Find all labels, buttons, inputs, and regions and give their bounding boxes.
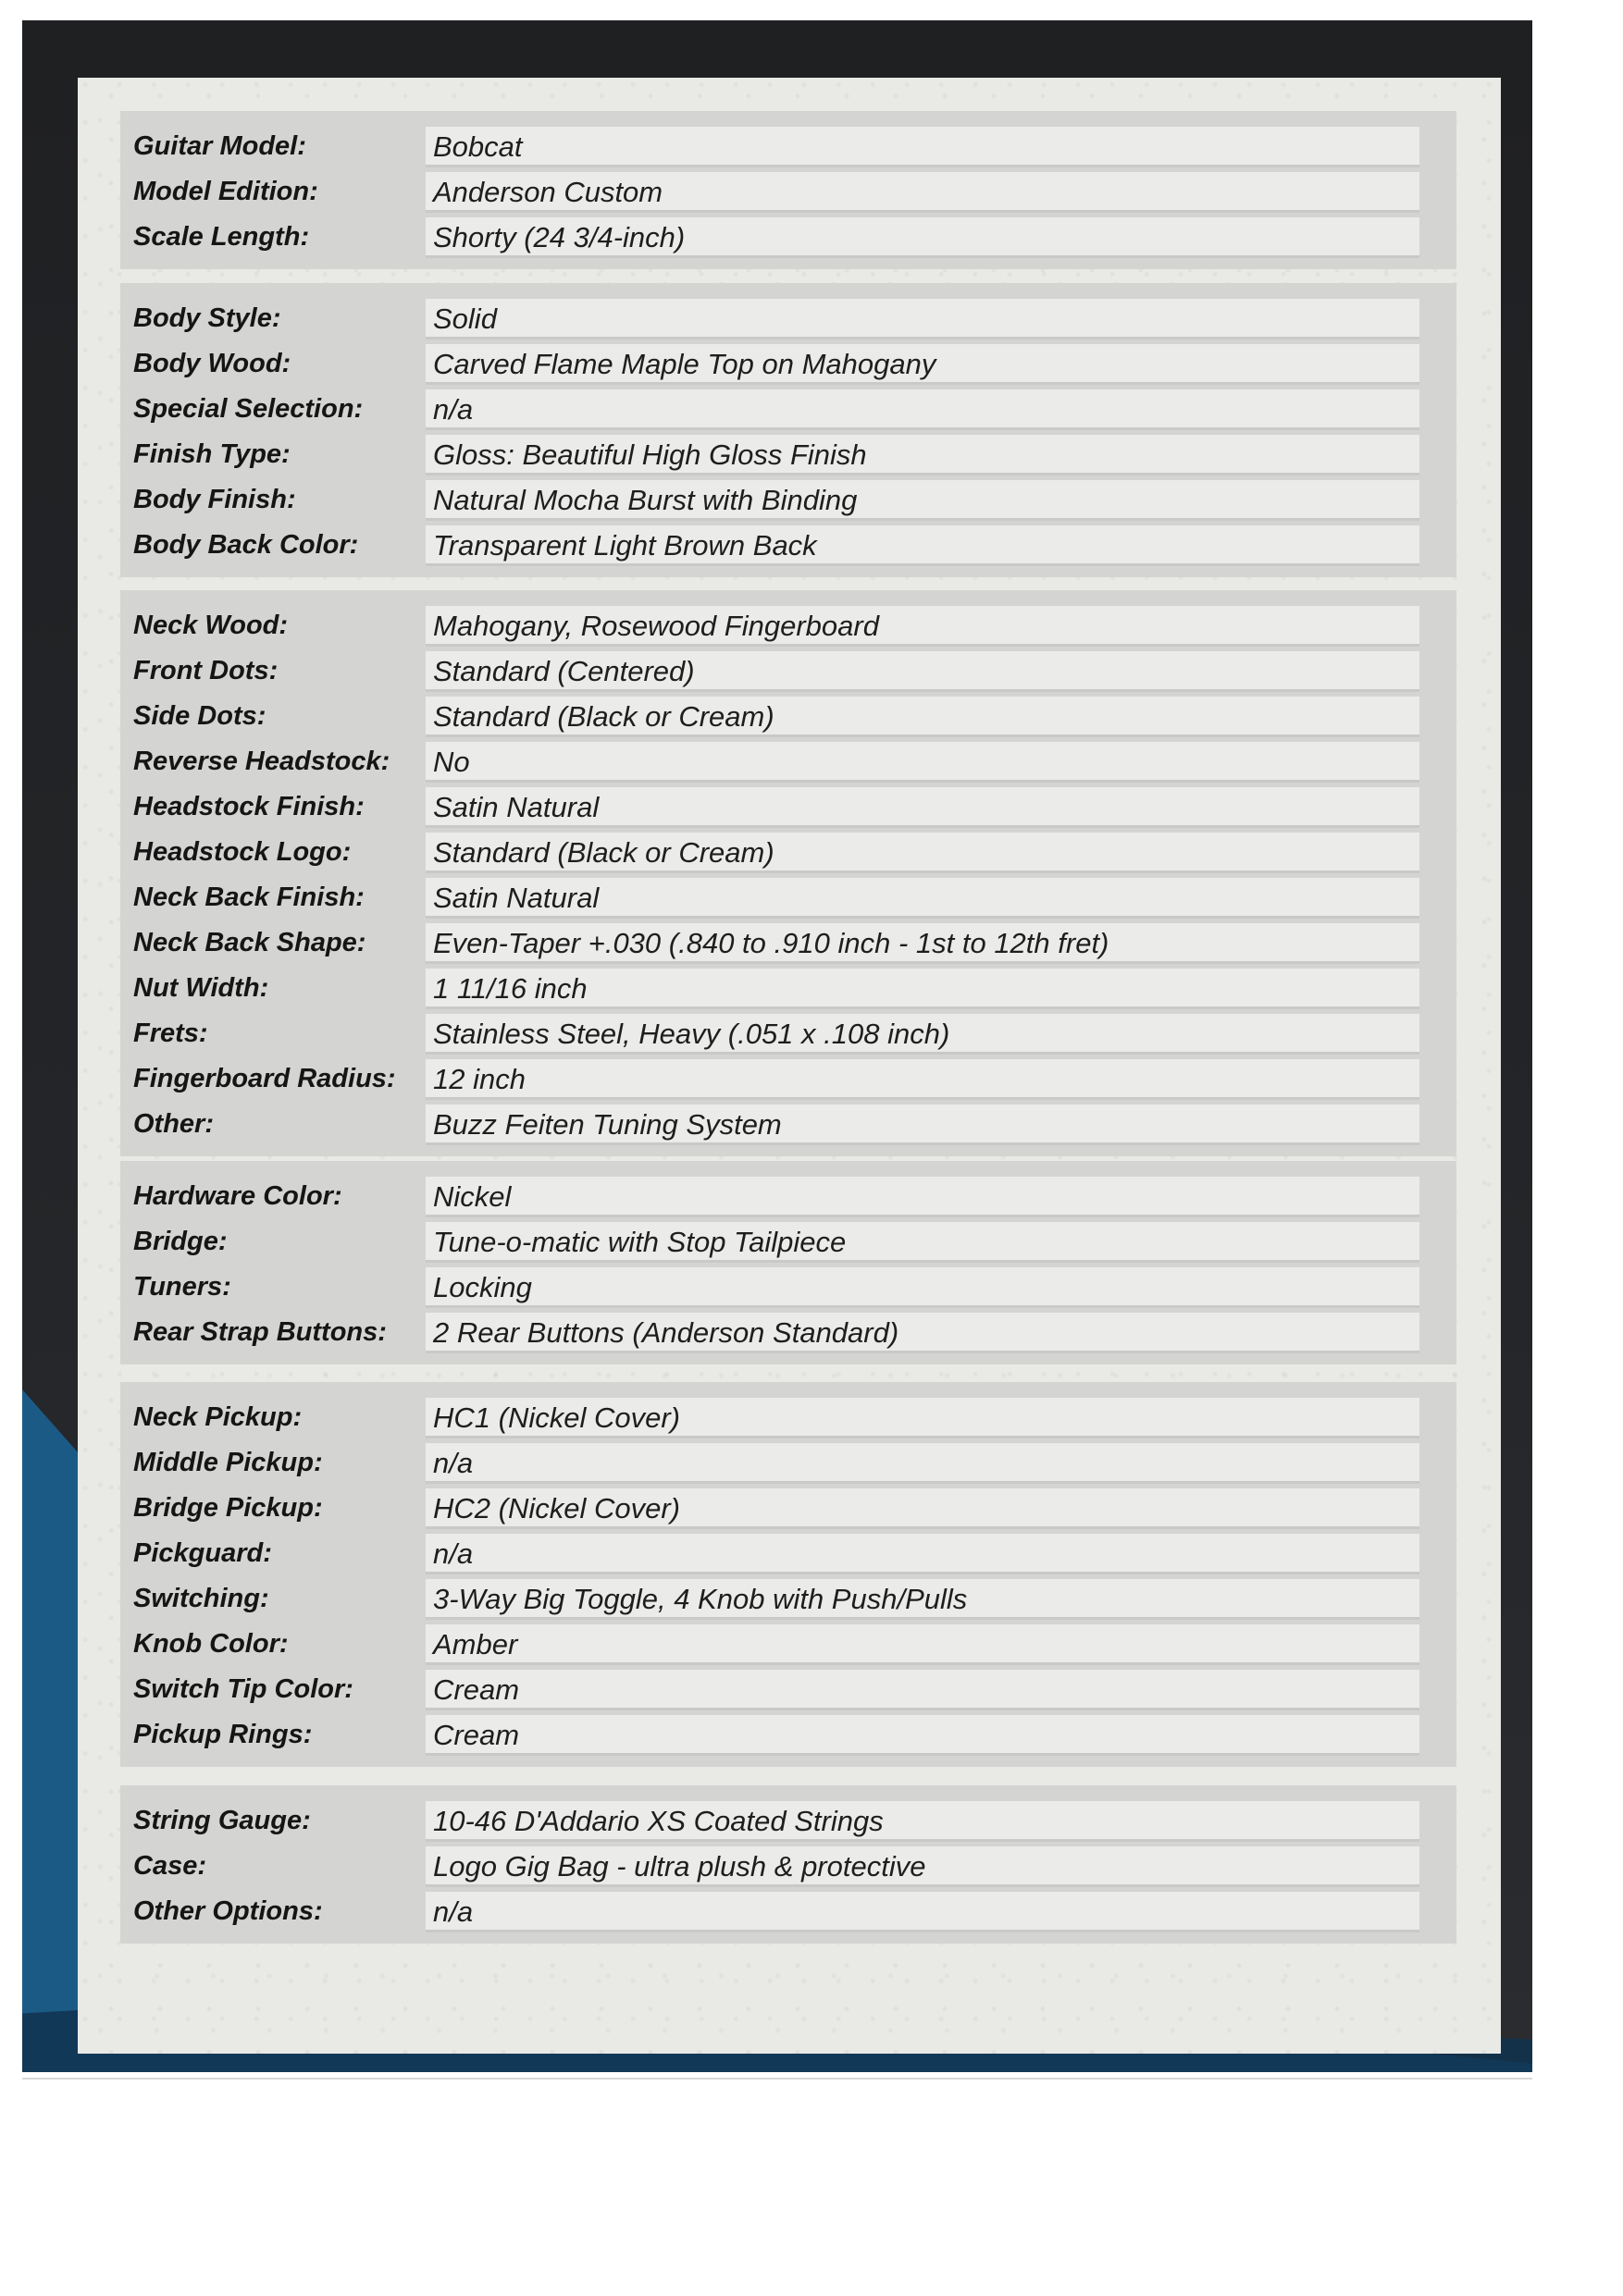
spec-value: Cream	[426, 1670, 1419, 1710]
spec-value: Even-Taper +.030 (.840 to .910 inch - 1st to 12th fret)	[426, 923, 1419, 964]
spec-label: Body Finish:	[133, 485, 296, 514]
spec-value: Bobcat	[426, 127, 1419, 167]
spec-value: n/a	[426, 1534, 1419, 1574]
spec-value: Buzz Feiten Tuning System	[426, 1105, 1419, 1145]
spec-label: Nut Width:	[133, 973, 269, 1003]
spec-row	[120, 920, 1456, 966]
spec-value: Tune-o-matic with Stop Tailpiece	[426, 1222, 1419, 1263]
spec-value: Mahogany, Rosewood Fingerboard	[426, 606, 1419, 647]
spec-label: Neck Wood:	[133, 611, 289, 640]
spec-label: Bridge Pickup:	[133, 1493, 323, 1523]
spec-label: Other:	[133, 1109, 214, 1139]
spec-value: Standard (Black or Cream)	[426, 833, 1419, 873]
spec-label: Front Dots:	[133, 656, 279, 685]
spec-row	[120, 875, 1456, 920]
spec-value: Stainless Steel, Heavy (.051 x .108 inch)	[426, 1014, 1419, 1055]
spec-value: Satin Natural	[426, 787, 1419, 828]
spec-label: Other Options:	[133, 1896, 323, 1926]
spec-label: Tuners:	[133, 1272, 231, 1302]
spec-value: Anderson Custom	[426, 172, 1419, 213]
spec-row	[120, 1219, 1456, 1265]
spec-row	[120, 1395, 1456, 1440]
spec-row	[120, 341, 1456, 387]
spec-row	[120, 1798, 1456, 1844]
spec-row	[120, 387, 1456, 432]
spec-row	[120, 215, 1456, 260]
spec-value: Logo Gig Bag - ultra plush & protective	[426, 1846, 1419, 1887]
page-edge-divider	[22, 2078, 1532, 2080]
spec-row	[120, 296, 1456, 341]
spec-row	[120, 1265, 1456, 1310]
spec-value: Gloss: Beautiful High Gloss Finish	[426, 435, 1419, 475]
spec-value: 2 Rear Buttons (Anderson Standard)	[426, 1313, 1419, 1353]
spec-value: Amber	[426, 1624, 1419, 1665]
spec-label: Hardware Color:	[133, 1181, 342, 1211]
spec-row	[120, 1844, 1456, 1889]
spec-row	[120, 694, 1456, 739]
spec-row	[120, 830, 1456, 875]
spec-value: n/a	[426, 389, 1419, 430]
spec-group-extras	[120, 1785, 1456, 1944]
spec-label: Reverse Headstock:	[133, 747, 390, 776]
spec-row	[120, 1486, 1456, 1531]
spec-label: Headstock Logo:	[133, 837, 352, 867]
spec-value: Natural Mocha Burst with Binding	[426, 480, 1419, 521]
spec-value: 12 inch	[426, 1059, 1419, 1100]
spec-row	[120, 966, 1456, 1011]
spec-label: Scale Length:	[133, 222, 310, 252]
spec-row	[120, 1056, 1456, 1102]
spec-row	[120, 169, 1456, 215]
spec-value: No	[426, 742, 1419, 783]
spec-label: Neck Back Shape:	[133, 928, 366, 957]
spec-label: Finish Type:	[133, 439, 291, 469]
spec-label: Neck Back Finish:	[133, 883, 365, 912]
spec-row	[120, 1576, 1456, 1622]
spec-value: HC2 (Nickel Cover)	[426, 1488, 1419, 1529]
spec-value: Cream	[426, 1715, 1419, 1756]
spec-value: 10-46 D'Addario XS Coated Strings	[426, 1801, 1419, 1842]
spec-label: String Gauge:	[133, 1806, 311, 1835]
spec-value: Nickel	[426, 1177, 1419, 1217]
spec-label: Case:	[133, 1851, 206, 1881]
spec-row	[120, 603, 1456, 648]
spec-label: Body Style:	[133, 303, 281, 333]
spec-label: Body Wood:	[133, 349, 291, 378]
spec-row	[120, 1174, 1456, 1219]
spec-row	[120, 739, 1456, 784]
spec-label: Pickguard:	[133, 1538, 272, 1568]
spec-label: Bridge:	[133, 1227, 228, 1256]
spec-value: n/a	[426, 1443, 1419, 1484]
spec-sheet-card	[22, 20, 1532, 2072]
spec-label: Neck Pickup:	[133, 1402, 303, 1432]
spec-label: Special Selection:	[133, 394, 364, 424]
spec-group-body	[120, 283, 1456, 577]
spec-value: Carved Flame Maple Top on Mahogany	[426, 344, 1419, 385]
spec-value: Shorty (24 3/4-inch)	[426, 217, 1419, 258]
spec-value: Standard (Centered)	[426, 651, 1419, 692]
spec-row	[120, 1310, 1456, 1355]
spec-row	[120, 1102, 1456, 1147]
spec-row	[120, 1889, 1456, 1934]
spec-label: Side Dots:	[133, 701, 266, 731]
spec-sheet-panel	[78, 78, 1501, 2054]
spec-row	[120, 784, 1456, 830]
spec-value: Satin Natural	[426, 878, 1419, 919]
spec-label: Switch Tip Color:	[133, 1674, 353, 1704]
spec-value: n/a	[426, 1892, 1419, 1932]
spec-label: Switching:	[133, 1584, 269, 1613]
spec-group-model	[120, 111, 1456, 269]
spec-value: 3-Way Big Toggle, 4 Knob with Push/Pulls	[426, 1579, 1419, 1620]
spec-value: Transparent Light Brown Back	[426, 525, 1419, 566]
spec-label: Model Edition:	[133, 177, 318, 206]
spec-row	[120, 1667, 1456, 1712]
spec-row	[120, 124, 1456, 169]
spec-label: Frets:	[133, 1018, 208, 1048]
spec-row	[120, 432, 1456, 477]
spec-label: Body Back Color:	[133, 530, 359, 560]
spec-row	[120, 648, 1456, 694]
spec-row	[120, 1712, 1456, 1758]
spec-label: Middle Pickup:	[133, 1448, 323, 1477]
spec-label: Headstock Finish:	[133, 792, 365, 821]
spec-row	[120, 1440, 1456, 1486]
spec-label: Knob Color:	[133, 1629, 289, 1659]
spec-row	[120, 477, 1456, 523]
spec-row	[120, 1011, 1456, 1056]
spec-value: Locking	[426, 1267, 1419, 1308]
spec-value: Standard (Black or Cream)	[426, 697, 1419, 737]
spec-label: Guitar Model:	[133, 131, 306, 161]
spec-label: Fingerboard Radius:	[133, 1064, 396, 1093]
spec-row	[120, 1531, 1456, 1576]
spec-row	[120, 523, 1456, 568]
spec-label: Rear Strap Buttons:	[133, 1317, 387, 1347]
spec-value: Solid	[426, 299, 1419, 339]
spec-row	[120, 1622, 1456, 1667]
spec-group-electronics	[120, 1382, 1456, 1767]
spec-group-hardware	[120, 1161, 1456, 1364]
spec-value: 1 11/16 inch	[426, 969, 1419, 1009]
spec-label: Pickup Rings:	[133, 1720, 313, 1749]
spec-group-neck	[120, 590, 1456, 1156]
spec-value: HC1 (Nickel Cover)	[426, 1398, 1419, 1438]
